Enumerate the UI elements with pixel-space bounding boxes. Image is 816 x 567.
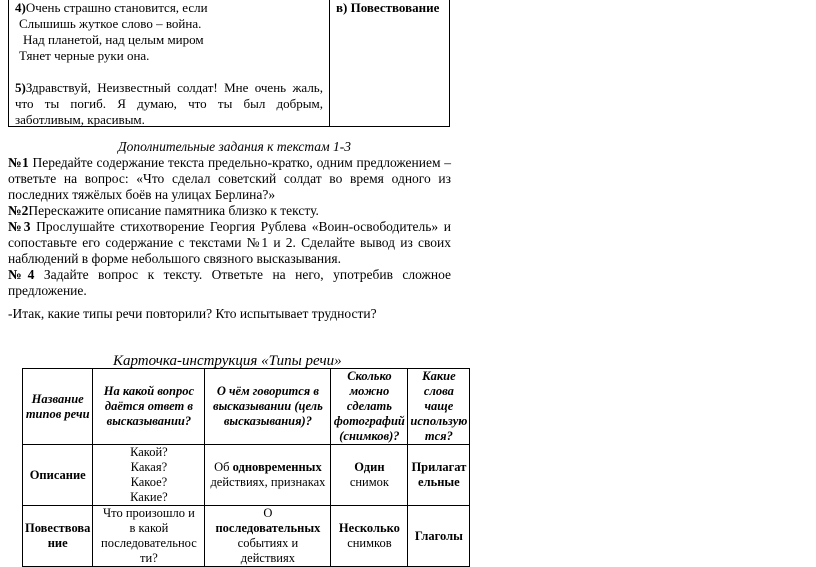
- card-title: Карточка-инструкция «Типы речи»: [113, 353, 342, 369]
- header-cell: На какой вопрос даётся ответ в высказывании?: [93, 369, 205, 445]
- poem-line: Тянет черные руки она.: [19, 48, 150, 63]
- question-cell: Какой? Какая? Какое? Какие?: [93, 445, 205, 506]
- task-1: №1 Передайте содержание текста предельно-кратко, одним предложением – ответьте на вопрос: «Что сделал советский солдат во время одного из последних тяжёлых боёв на улицах Берлина?»: [8, 155, 452, 202]
- top-table-left-cell: [9, 0, 330, 126]
- about-cell: О последовательных событиях и действиях: [205, 506, 331, 567]
- question-cell: Что произошло и в какой последовательнос ти?: [93, 506, 205, 567]
- header-cell: Название типов речи: [23, 369, 93, 445]
- narration-label: в) Повествование: [336, 0, 440, 15]
- header-cell: Сколько можно сделать фотографий (снимков)?: [331, 369, 408, 445]
- poem-line: 4)Очень страшно становится, если: [15, 0, 208, 15]
- words-cell: Глаголы: [408, 506, 470, 567]
- about-cell: Об одновременных действиях, признаках: [205, 445, 331, 506]
- letter-line: что ты погиб. Я думаю, что ты был добрым,: [15, 96, 323, 111]
- count-cell: Несколько снимков: [331, 506, 408, 567]
- top-table: [8, 0, 450, 127]
- review-question: -Итак, какие типы речи повторили? Кто испытывает трудности?: [8, 306, 377, 321]
- task-4: №4 Задайте вопрос к тексту. Ответьте на него, употребив сложное предложение.: [8, 267, 451, 298]
- table-row: [23, 445, 470, 506]
- header-cell: О чём говорится в высказывании (цель высказывания)?: [205, 369, 331, 445]
- table-header-row: [23, 369, 470, 445]
- table-row: [23, 506, 470, 567]
- words-cell: Прилагат ельные: [408, 445, 470, 506]
- count-cell: Один снимок: [331, 445, 408, 506]
- top-table-right-cell: [330, 0, 456, 16]
- poem-line: Слышишь жуткое слово – война.: [19, 16, 202, 31]
- header-cell: Какие слова чаще использую тся?: [408, 369, 470, 445]
- poem-line: Над планетой, над целым миром: [23, 32, 204, 47]
- extra-tasks-heading: Дополнительные задания к текстам 1-3: [118, 139, 352, 154]
- letter-line: заботливым, красивым.: [15, 112, 145, 127]
- type-name-cell: Повествова ние: [23, 506, 93, 567]
- task-3: №3 Прослушайте стихотворение Георгия Рублева «Воин-освободитель» и сопоставьте его содержание с текстами №1 и 2. Сделайте вывод из своих наблюдений в форме небольшого связного высказывания.: [8, 219, 451, 266]
- task-2: №2Перескажите описание памятника близко к тексту.: [8, 203, 319, 218]
- speech-types-table: [22, 368, 470, 567]
- type-name-cell: Описание: [23, 445, 93, 506]
- letter-line: 5)Здравствуй, Неизвестный солдат! Мне очень жаль,: [15, 80, 323, 95]
